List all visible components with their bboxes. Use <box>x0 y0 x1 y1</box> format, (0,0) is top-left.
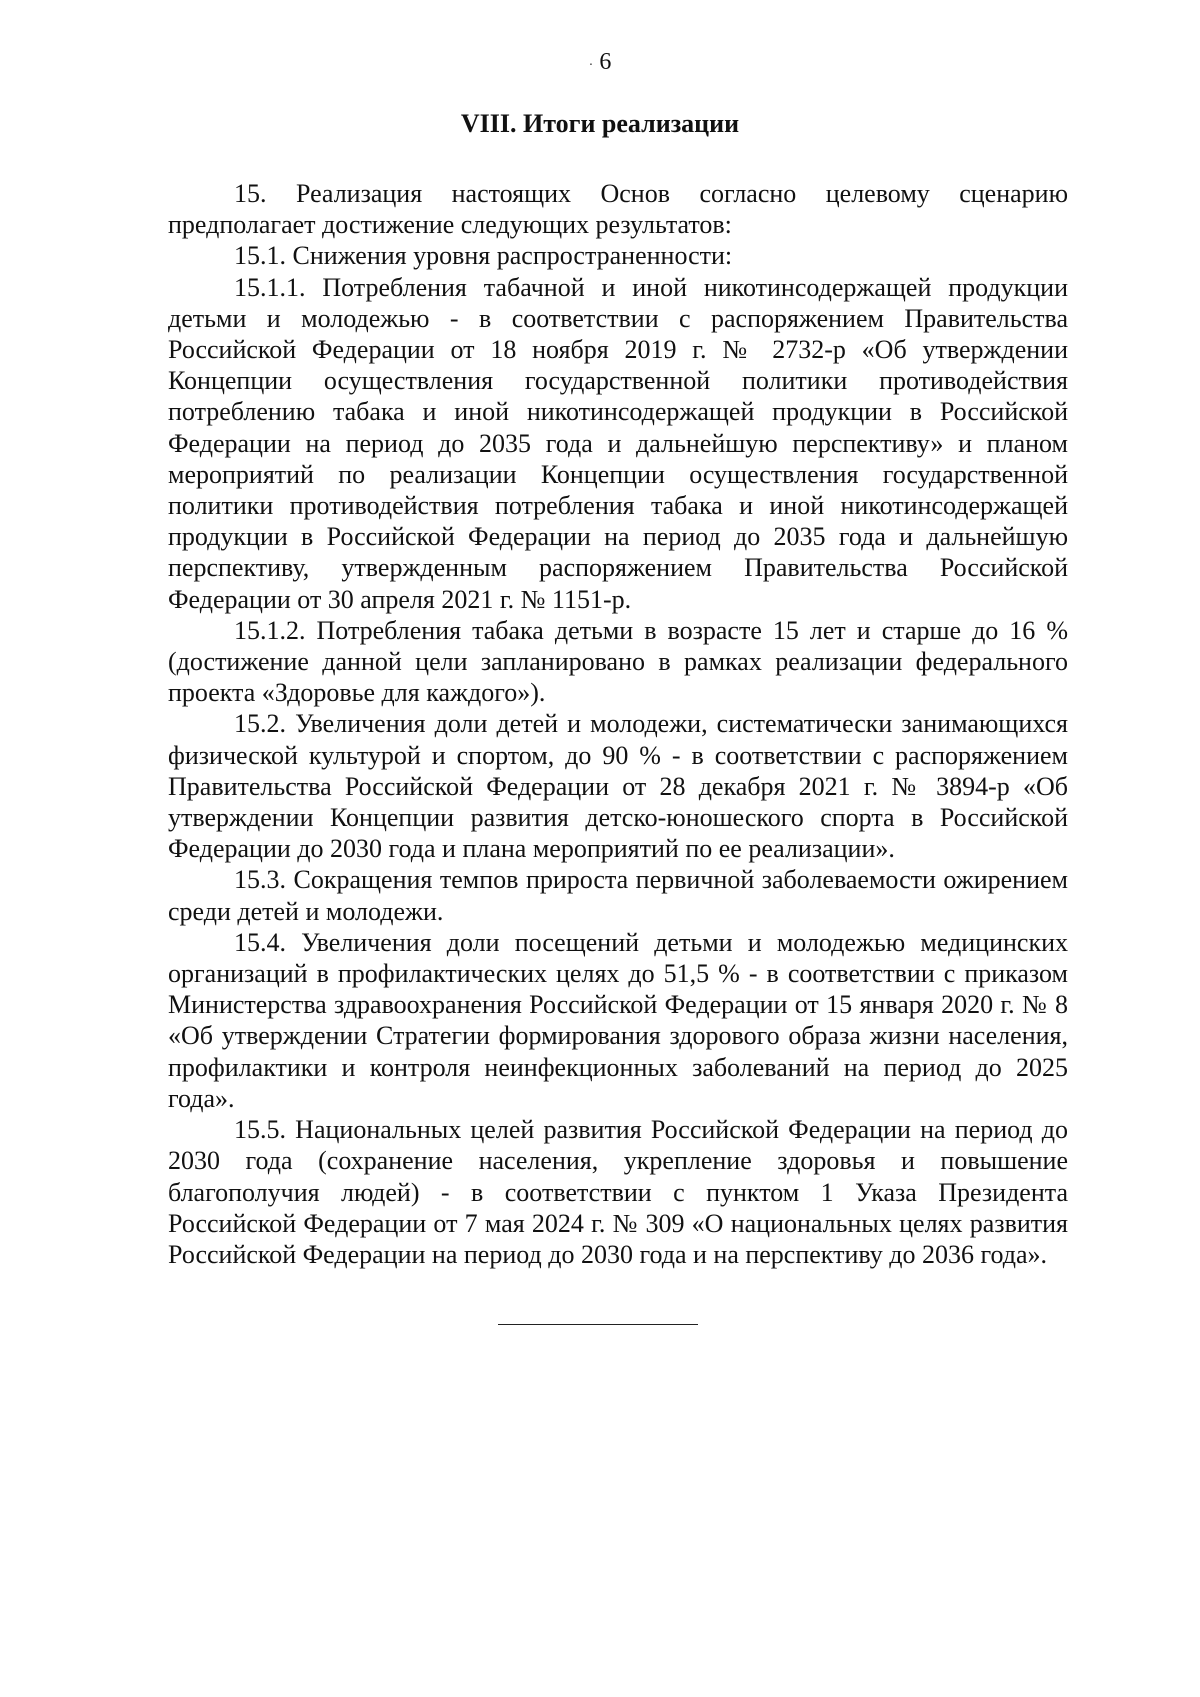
paragraph-15-1-1: 15.1.1. Потребления табачной и иной никотинсодержащей продукции детьми и молодежью - в соответствии с распоряжением Правительства Российской Федерации от 18 ноября 2019 г. № 2732-р «Об утверждении Концепции осуществления государственной политики противодействия потреблению табака и иной никотинсодержащей продукции в Российской Федерации на период до 2035 года и дальнейшую перспективу» и планом мероприятий по реализации Концепции осуществления государственной политики противодействия потребления табака и иной никотинсодержащей продукции в Российской Федерации на период до 2035 года и дальнейшую перспективу, утвержденным распоряжением Правительства Российской Федерации от 30 апреля 2021 г. № 1151-р. <box>168 272 1068 614</box>
paragraph-15: 15. Реализация настоящих Основ согласно целевому сценарию предполагает достижение следующих результатов: <box>168 179 1068 240</box>
paragraph-15-5: 15.5. Национальных целей развития Российской Федерации на период до 2030 года (сохранение населения, укрепление здоровья и повышение благополучия людей) - в соответствии с пунктом 1 Указа Президента Российской Федерации от 7 мая 2024 г. № 309 «О национальных целях развития Российской Федерации на период до 2030 года и на перспективу до 2036 года». <box>168 1115 1068 1269</box>
paragraph-15-2: 15.2. Увеличения доли детей и молодежи, систематически занимающихся физической культурой и спортом, до 90 % - в соответствии с распоряжением Правительства Российской Федерации от 28 декабря 2021 г. № 3894-р «Об утверждении Концепции развития детско-юношеского спорта в Российской Федерации до 2030 года и плана мероприятий по ее реализации». <box>168 709 1068 864</box>
paragraph-15-4: 15.4. Увеличения доли посещений детьми и молодежью медицинских организаций в профилактических целях до 51,5 % - в соответствии с приказом Министерства здравоохранения Российской Федерации от 15 января 2020 г. № 8 «Об утверждении Стратегии формирования здорового образа жизни населения, профилактики и контроля неинфекционных заболеваний на период до 2025 года». <box>168 927 1068 1113</box>
paragraph-15-1-2: 15.1.2. Потребления табака детьми в возрасте 15 лет и старше до 16 % (достижение данной цели запланировано в рамках реализации федерального проекта «Здоровье для каждого»). <box>168 615 1068 708</box>
paragraph-15-1: 15.1. Снижения уровня распространенности: <box>234 241 733 271</box>
page-number <box>0 48 1200 80</box>
scan-mark: · <box>588 58 594 73</box>
document-body <box>168 178 1068 1270</box>
end-divider <box>498 1324 698 1325</box>
section-heading: VIII. Итоги реализации <box>460 109 740 138</box>
page-number-text: 6 <box>599 49 612 75</box>
paragraph-15-3: 15.3. Сокращения темпов прироста первичной заболеваемости ожирением среди детей и молодежи. <box>168 865 1068 926</box>
